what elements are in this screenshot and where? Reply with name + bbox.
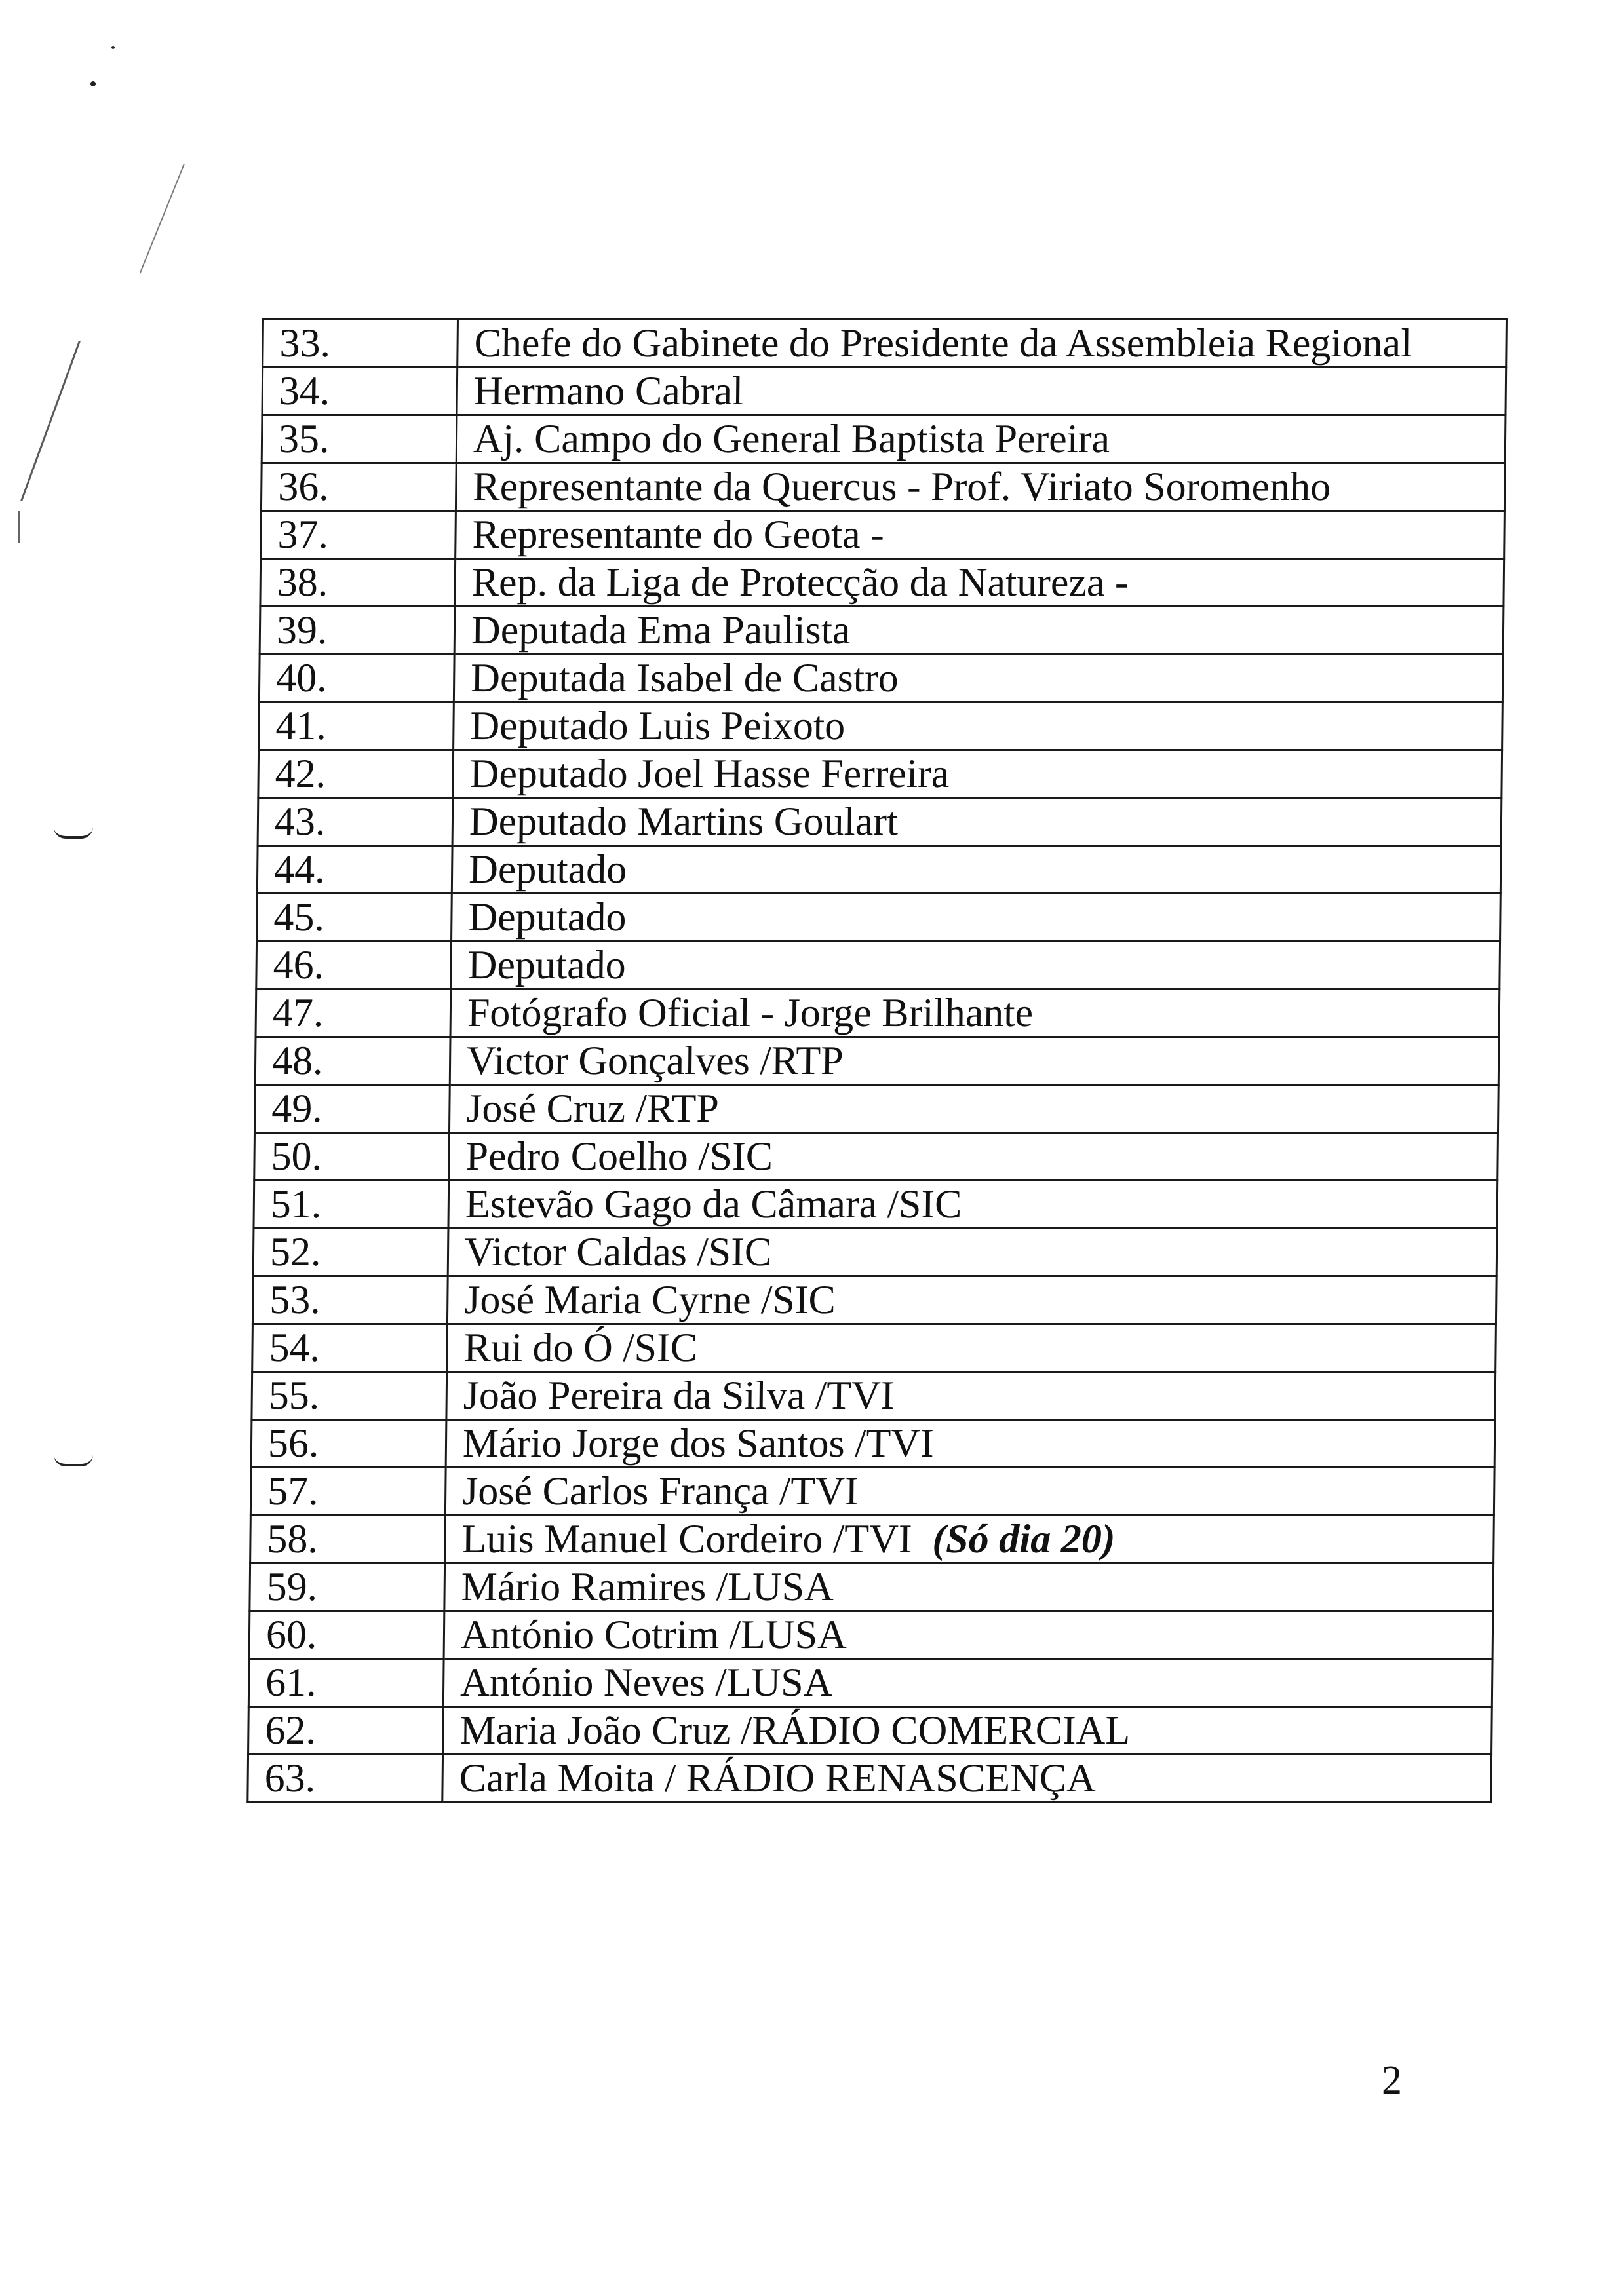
table-row [254,1085,1498,1133]
table-row [261,463,1505,511]
row-name [447,1276,1496,1324]
table-row [254,1181,1498,1229]
row-name-text: Mário Jorge dos Santos /TVI [462,1421,935,1466]
row-number: 57. [250,1468,446,1516]
table-row [251,1420,1495,1468]
row-name-text: José Carlos França /TVI [461,1469,859,1514]
row-name-text: Deputado Joel Hasse Ferreira [469,752,950,796]
row-name [457,320,1507,368]
row-name-text: Rep. da Liga de Protecção da Natureza - [471,560,1129,605]
row-name-text: António Neves /LUSA [459,1660,833,1705]
row-number: 60. [249,1611,444,1659]
row-number: 38. [260,559,456,607]
row-name [452,894,1501,942]
table-row [259,655,1503,702]
row-name-text: Aj. Campo do General Baptista Pereira [473,417,1110,461]
row-name-text: Pedro Coelho /SIC [465,1134,773,1179]
row-name-text: Victor Caldas /SIC [464,1230,772,1274]
row-name-text: Maria João Cruz /RÁDIO COMERCIAL [459,1708,1131,1753]
row-name [452,798,1502,846]
table-row [256,942,1500,989]
row-number: 45. [257,894,452,942]
row-name [452,846,1501,894]
row-number: 33. [263,320,458,368]
table-row [250,1468,1494,1516]
row-number: 37. [261,511,456,559]
row-name [445,1516,1494,1563]
row-name-text: Representante do Geota - [472,512,885,557]
row-number: 42. [258,750,454,798]
row-number: 41. [259,702,454,750]
attendee-list-table [246,318,1508,1803]
row-number: 54. [252,1324,448,1372]
table-row [263,320,1507,368]
row-name [449,1085,1498,1133]
table-row [257,846,1501,894]
row-name-text: António Cotrim /LUSA [460,1613,847,1657]
row-number: 61. [248,1659,444,1707]
row-name [445,1468,1494,1516]
row-name-text: José Cruz /RTP [466,1086,720,1131]
table-row [248,1707,1492,1755]
scan-pen-stroke [140,164,185,274]
row-name-text: Deputada Ema Paulista [471,608,851,653]
row-name-text: Representante da Quercus - Prof. Viriato Soromenho [472,465,1331,509]
row-name [448,1181,1498,1229]
row-name [457,368,1506,415]
table-row [254,1133,1498,1181]
row-name [453,750,1502,798]
row-name [448,1229,1497,1276]
row-name [446,1372,1496,1420]
row-name [456,415,1506,463]
row-number: 40. [259,655,454,702]
row-number: 53. [252,1276,448,1324]
table-row [252,1372,1496,1420]
row-name-text: José Maria Cyrne /SIC [463,1278,836,1322]
row-name [454,607,1504,655]
table-row [262,415,1506,463]
scan-pen-stroke [18,511,20,543]
row-number: 56. [251,1420,446,1468]
attendee-list-body [248,320,1507,1803]
row-name-text: Deputado [468,847,627,892]
row-name-text: Carla Moita / RÁDIO RENASCENÇA [459,1756,1097,1801]
row-name [456,511,1505,559]
row-number: 43. [258,798,453,846]
row-name [447,1324,1496,1372]
row-name [449,1133,1498,1181]
row-name [450,989,1500,1037]
row-name-text: Estevão Gago da Câmara /SIC [465,1182,962,1227]
row-number: 62. [248,1707,444,1755]
table-row [250,1563,1494,1611]
punch-hole-mark [54,827,93,839]
row-name-text: Deputado [468,895,627,940]
table-row [259,702,1503,750]
row-number: 59. [250,1563,445,1611]
row-name [443,1659,1492,1707]
row-number: 58. [250,1516,446,1563]
row-name [451,942,1500,989]
row-name [450,1037,1499,1085]
row-name-text: Fotógrafo Oficial - Jorge Brilhante [467,991,1034,1035]
row-note: (Só dia 20) [932,1517,1116,1561]
row-name [454,655,1503,702]
table-row [260,559,1504,607]
row-name-text: Mário Ramires /LUSA [461,1565,834,1609]
table-row [253,1229,1497,1276]
table-row [248,1659,1492,1707]
table-row [260,607,1504,655]
row-name-text: Deputado Luis Peixoto [470,704,846,748]
table-row [248,1755,1492,1803]
table-row [261,511,1505,559]
row-name [444,1563,1494,1611]
row-name-text: Victor Gonçalves /RTP [466,1039,844,1083]
row-number: 52. [253,1229,448,1276]
table-row [257,894,1501,942]
punch-hole-mark [54,1455,93,1466]
row-name-text: João Pereira da Silva /TVI [463,1373,895,1418]
table-row [250,1516,1494,1563]
row-name [443,1707,1492,1755]
row-name-text: Hermano Cabral [473,369,744,413]
row-name [454,702,1503,750]
row-number: 34. [262,368,457,415]
row-name [455,559,1504,607]
row-number: 63. [248,1755,443,1803]
row-number: 51. [254,1181,449,1229]
table-row [258,798,1502,846]
scan-speck [90,81,96,86]
row-number: 36. [261,463,456,511]
row-name-text: Deputado Martins Goulart [469,799,899,844]
row-number: 35. [262,415,457,463]
scan-pen-stroke [20,341,81,501]
row-number: 47. [256,989,451,1037]
row-number: 48. [255,1037,450,1085]
row-number: 49. [254,1085,450,1133]
row-name [444,1611,1493,1659]
row-number: 46. [256,942,452,989]
row-name [456,463,1505,511]
row-number: 50. [254,1133,450,1181]
row-name-text: Luis Manuel Cordeiro /TVI [461,1517,912,1561]
scan-speck [111,46,115,49]
row-name-text: Rui do Ó /SIC [463,1326,698,1370]
table-row [249,1611,1493,1659]
row-name-text: Deputada Isabel de Castro [470,656,899,700]
row-number: 55. [252,1372,447,1420]
table-row [252,1324,1496,1372]
table-row [252,1276,1496,1324]
row-name-text: Deputado [467,943,627,987]
row-name [446,1420,1495,1468]
row-number: 44. [257,846,452,894]
row-name [442,1755,1492,1803]
table-row [255,1037,1499,1085]
page-number: 2 [1382,2058,1402,2103]
table-row [256,989,1500,1037]
row-name-text: Chefe do Gabinete do Presidente da Assembleia Regional [474,321,1412,366]
row-number: 39. [260,607,455,655]
table-row [258,750,1502,798]
table-row [262,368,1506,415]
